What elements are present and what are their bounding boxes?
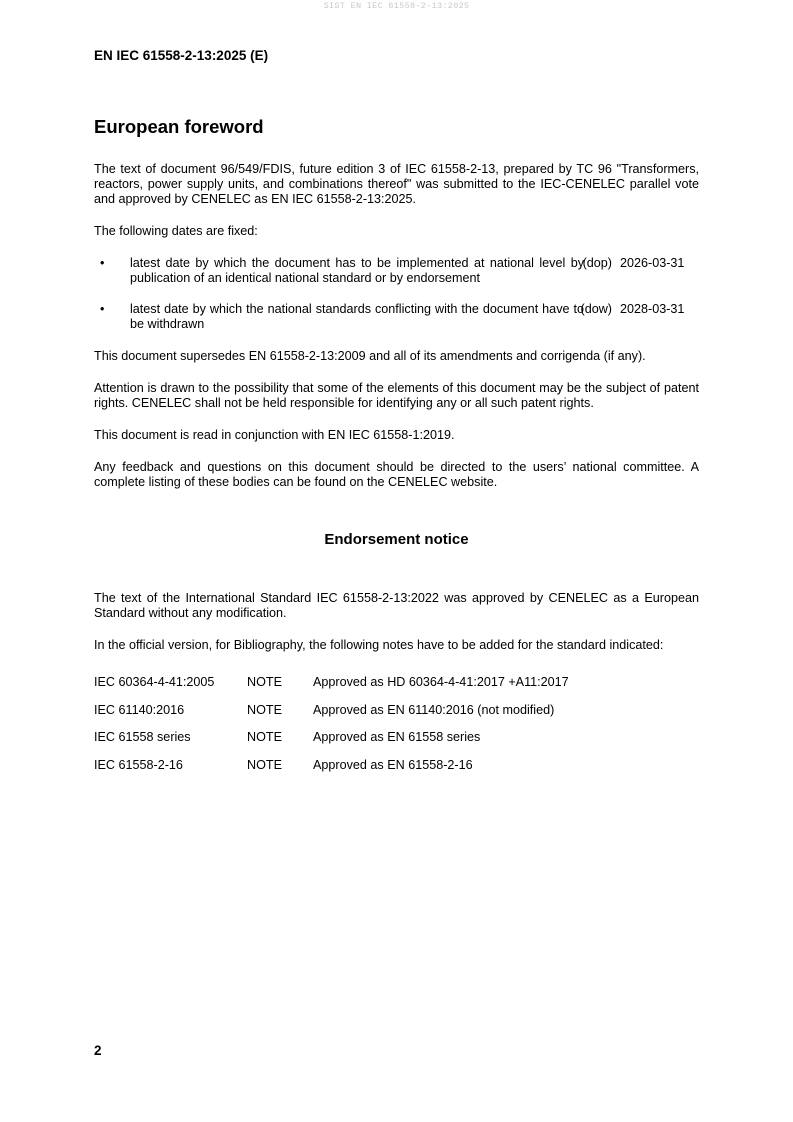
bullet: • (100, 302, 105, 316)
date-description (130, 302, 620, 332)
endorsement-title: Endorsement notice (324, 531, 469, 548)
foreword-intro: The text of document 96/549/FDIS, future edition 3 of IEC 61558-2-13, prepared by TC 96 "Transformers, reactors, power supply units, and combinations thereof" was submitted to the IEC-CENELEC parallel vote and approved by CENELEC as EN IEC 61558-2-13:2025. (94, 162, 699, 206)
date-description-text: latest date by which the document has to be implemented at national level by publication of an identical national standard or by endorsement (130, 256, 584, 285)
date-row-dop (94, 256, 699, 286)
bibliography-text: Approved as EN 61558-2-16 (313, 757, 473, 772)
bibliography-note: NOTE (247, 757, 282, 772)
date-value: 2026-03-31 (620, 256, 685, 270)
bibliography-ref: IEC 60364-4-41:2005 (94, 675, 215, 689)
bibliography-list (94, 675, 699, 785)
bibliography-row (94, 730, 699, 758)
watermark: SIST EN IEC 61558-2-13:2025 (323, 1, 470, 11)
bibliography-row (94, 675, 699, 703)
date-description-text: latest date by which the national standards conflicting with the document have to be withdrawn (130, 302, 584, 331)
bibliography-ref: IEC 61558-2-16 (94, 757, 183, 772)
supersedes-text: This document supersedes EN 61558-2-13:2009 and all of its amendments and corrigenda (if any). (94, 349, 646, 363)
bibliography-text: Approved as EN 61140:2016 (not modified) (313, 702, 555, 717)
bibliography-note: NOTE (247, 675, 282, 689)
bibliography-ref: IEC 61558 series (94, 730, 191, 744)
foreword-title: European foreword (94, 116, 264, 137)
date-row-dow (94, 302, 699, 332)
dates-intro: The following dates are fixed: (94, 224, 258, 238)
document-id: EN IEC 61558-2-13:2025 (E) (94, 48, 269, 63)
date-code: (dop) (582, 256, 612, 270)
endorsement-text: The text of the International Standard IEC 61558-2-13:2022 was approved by CENELEC as a European Standard without any modification. (94, 591, 699, 620)
patent-text: Attention is drawn to the possibility that some of the elements of this document may be the subject of patent rights. CENELEC shall not be held responsible for identifying any or all such patent rights. (94, 381, 699, 410)
bibliography-row (94, 758, 699, 786)
page-content (94, 114, 699, 785)
feedback-text: Any feedback and questions on this document should be directed to the users’ national committee. A complete listing of these bodies can be found on the CENELEC website. (94, 460, 699, 489)
date-description (130, 256, 620, 286)
date-code: (dow) (580, 302, 612, 316)
bullet: • (100, 256, 105, 270)
bibliography-text: Approved as HD 60364-4-41:2017 +A11:2017 (313, 675, 569, 689)
page-number: 2 (94, 1043, 102, 1058)
bibliography-text: Approved as EN 61558 series (313, 730, 481, 744)
bibliography-note: NOTE (247, 730, 282, 744)
bibliography-note: NOTE (247, 702, 282, 717)
dates-list (94, 256, 699, 332)
date-value: 2028-03-31 (620, 302, 685, 316)
bibliography-ref: IEC 61140:2016 (94, 702, 185, 717)
conjunction-text: This document is read in conjunction with EN IEC 61558-1:2019. (94, 428, 455, 442)
bibliography-intro: In the official version, for Bibliography, the following notes have to be added for the standard indicated: (94, 638, 664, 652)
bibliography-row (94, 703, 699, 731)
